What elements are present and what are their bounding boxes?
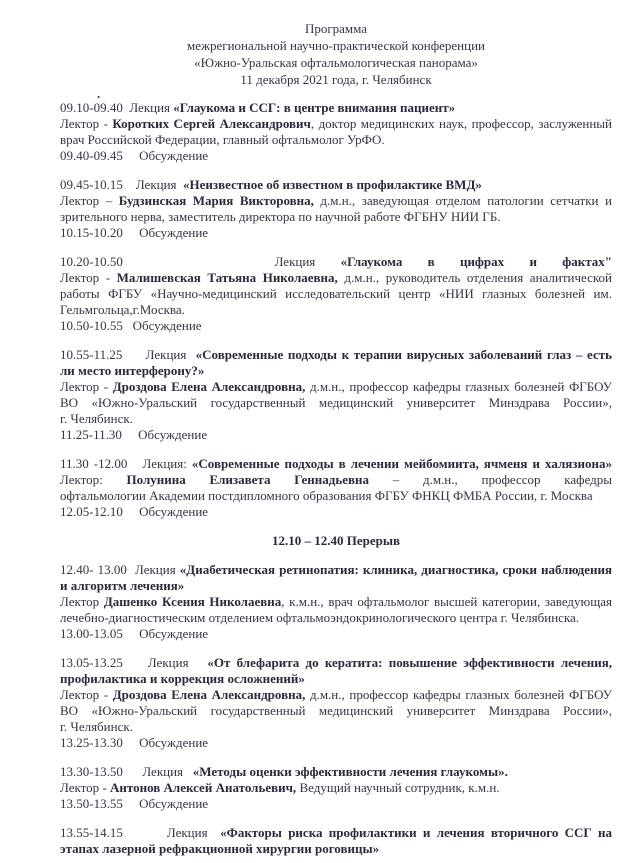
bold-text-segment: «Факторы риска профилактики и лечения вторичного ССГ на xyxy=(220,825,612,840)
program-line xyxy=(60,302,612,318)
document-title-line: «Южно-Уральская офтальмологическая панорама» xyxy=(194,55,478,70)
text-segment: д.м.н., руководитель отделения аналитической xyxy=(337,270,613,285)
text-segment: 11.30 -12.00 Лекция: xyxy=(60,456,192,471)
program-line xyxy=(60,132,612,148)
text-segment: Лектор xyxy=(60,594,104,609)
lecture-1305 xyxy=(60,655,612,751)
program-line xyxy=(60,562,612,578)
text-segment: Ведущий научный сотрудник, к.м.н. xyxy=(296,780,500,795)
text-segment: ВО «Южно-Уральский государственный медицинский университет Минздрава России», xyxy=(60,395,612,410)
bold-text-segment: профилактика и коррекция осложнений» xyxy=(60,671,305,686)
lecture-0910 xyxy=(60,100,612,164)
text-segment: 09.45-10.15 Лекция xyxy=(60,177,184,192)
lecture-1330 xyxy=(60,764,612,812)
lecture-1355 xyxy=(60,825,612,857)
program-line xyxy=(60,780,612,796)
program-line xyxy=(60,687,612,703)
text-segment: – д.м.н., профессор кафедры xyxy=(368,472,613,487)
bold-text-segment: «Неизвестное об известном в профилактике ВМД» xyxy=(183,177,482,192)
lecture-1020 xyxy=(60,254,612,334)
program-line xyxy=(60,411,612,427)
program-line xyxy=(60,177,612,193)
text-segment: 10.20-10.50 Лекция xyxy=(60,254,341,269)
program-line xyxy=(60,209,612,225)
bold-text-segment: Дашенко Ксения Николаевна xyxy=(103,594,282,609)
program-line xyxy=(60,488,612,504)
text-segment: 13.25-13.30 Обсуждение xyxy=(60,735,209,750)
bold-text-segment: этапах лазерной рефракционной хирургии роговицы» xyxy=(60,841,380,856)
text-segment: 12.40- 13.00 Лекция xyxy=(60,562,180,577)
text-segment: 13.30-13.50 Лекция xyxy=(60,764,193,779)
program-body xyxy=(60,100,612,857)
bold-text-segment: Коротких Сергей Александрович xyxy=(112,116,311,131)
text-segment: 13.50-13.55 Обсуждение xyxy=(60,796,209,811)
text-segment: д.м.н., заведующая отделом патологии сетчатки и xyxy=(313,193,613,208)
text-segment: 11.25-11.30 Обсуждение xyxy=(60,427,208,442)
text-segment: 12.05-12.10 Обсуждение xyxy=(60,504,209,519)
text-segment: 09.40-09.45 Обсуждение xyxy=(60,148,209,163)
program-line xyxy=(60,193,612,209)
text-segment: , доктор медицинских наук, профессор, заслуженный xyxy=(310,116,613,131)
text-segment: лечебно-диагностическим отделением офтальмоэндокринологического центра г. Челябинска. xyxy=(60,610,580,625)
program-line xyxy=(60,286,612,302)
program-line xyxy=(60,796,612,812)
lecture-0945 xyxy=(60,177,612,241)
bold-text-segment: Дроздова Елена Александровна, xyxy=(112,687,306,702)
bold-text-segment: «Методы оценки эффективности лечения глаукомы». xyxy=(192,764,508,779)
lecture-1240 xyxy=(60,562,612,642)
program-line xyxy=(60,735,612,751)
program-line xyxy=(60,270,612,286)
bold-text-segment: Полунина Елизавета Геннадьевна xyxy=(126,472,369,487)
program-line xyxy=(60,841,612,857)
bold-text-segment: «От блефарита до кератита: повышение эффективности лечения, xyxy=(207,655,612,670)
bold-text-segment: «Современные подходы к терапии вирусных заболеваний глаз – есть xyxy=(195,347,612,362)
program-line xyxy=(60,225,612,241)
program-line xyxy=(60,395,612,411)
text-segment: 10.50-10.55 Обсуждение xyxy=(60,318,202,333)
text-segment: Лектор - xyxy=(60,116,113,131)
text-segment: 13.05-13.25 Лекция xyxy=(60,655,208,670)
text-segment: Лектор - xyxy=(60,379,113,394)
text-segment: Лектор - xyxy=(60,687,113,702)
program-line xyxy=(60,626,612,642)
bold-text-segment: Антонов Алексей Анатольевич, xyxy=(109,780,297,795)
program-line xyxy=(60,254,612,270)
bold-text-segment: «Глаукома в цифрах и фактах" xyxy=(340,254,612,269)
text-segment: зрительного нерва, заместитель директора по научной работе ФГБНУ НИИ ГБ. xyxy=(60,209,501,224)
bold-text-segment: 12.10 – 12.40 Перерыв xyxy=(271,533,401,548)
document-title-line: Программа xyxy=(304,21,368,36)
program-line xyxy=(60,504,612,520)
program-line xyxy=(60,427,612,443)
lecture-1055 xyxy=(60,347,612,443)
program-line xyxy=(60,363,612,379)
program-line xyxy=(60,347,612,363)
lecture-1130 xyxy=(60,456,612,520)
bold-text-segment: Малишевская Татьяна Николаевна, xyxy=(116,270,338,285)
text-segment: 13.55-14.15 Лекция xyxy=(60,825,221,840)
bold-text-segment: «Глаукома и ССГ: в центре внимания пациент» xyxy=(173,100,456,115)
text-segment: Лектор - xyxy=(60,780,110,795)
program-line xyxy=(60,610,612,626)
program-line xyxy=(60,594,612,610)
program-line xyxy=(60,671,612,687)
text-segment: 09.10-09.40 Лекция xyxy=(60,100,174,115)
break-1210 xyxy=(60,533,612,549)
text-segment: Лектор – xyxy=(60,193,119,208)
bold-text-segment: Будзинская Мария Викторовна, xyxy=(118,193,314,208)
text-segment: 10.15-10.20 Обсуждение xyxy=(60,225,209,240)
bold-text-segment: «Современные подходы в лечении мейбомиита, ячменя и халязиона» xyxy=(191,456,612,471)
program-line xyxy=(60,456,612,472)
program-line xyxy=(60,148,612,164)
document-header xyxy=(60,20,612,88)
text-segment: Лектор - xyxy=(60,270,117,285)
program-line xyxy=(60,764,612,780)
text-segment: , к.м.н., врач офтальмолог высшей категории, заведующая xyxy=(281,594,613,609)
text-segment: Гельмгольца,г.Москва. xyxy=(60,302,185,317)
text-segment: ВО «Южно-Уральский государственный медицинский университет Минздрава России», xyxy=(60,703,612,718)
program-line xyxy=(60,100,612,116)
text-segment: работы ФГБУ «Научно-медицинский исследовательский центр «НИИ глазных болезней им. xyxy=(60,286,612,301)
text-segment: г. Челябинск. xyxy=(60,719,133,734)
program-line xyxy=(60,655,612,671)
program-line xyxy=(60,379,612,395)
program-line xyxy=(60,472,612,488)
program-line xyxy=(60,116,612,132)
bold-text-segment: и алгоритм лечения» xyxy=(60,578,185,593)
text-segment: офтальмологии Академии постдипломного образования ФГБУ ФНКЦ ФМБА России, г. Москва xyxy=(60,488,593,503)
text-segment: д.м.н., профессор кафедры глазных болезней ФГБОУ xyxy=(305,379,613,394)
text-segment: врач Российской Федерации, главный офтальмолог УрФО. xyxy=(60,132,385,147)
bold-text-segment: ли место интерферону?» xyxy=(60,363,205,378)
bold-text-segment: Дроздова Елена Александровна, xyxy=(112,379,306,394)
program-line xyxy=(60,703,612,719)
text-segment: г. Челябинск. xyxy=(60,411,133,426)
stray-mark: . xyxy=(97,86,101,101)
program-line xyxy=(60,533,612,549)
document-title-line: 11 декабря 2021 года, г. Челябинск xyxy=(240,72,432,87)
document-title-line: межрегиональной научно-практической конференции xyxy=(186,38,486,53)
text-segment: д.м.н., профессор кафедры глазных болезней ФГБОУ xyxy=(305,687,613,702)
program-line xyxy=(60,578,612,594)
program-line xyxy=(60,719,612,735)
program-line xyxy=(60,825,612,841)
text-segment: 13.00-13.05 Обсуждение xyxy=(60,626,209,641)
bold-text-segment: «Диабетическая ретинопатия: клиника, диагностика, сроки наблюдения xyxy=(179,562,612,577)
text-segment: 10.55-11.25 Лекция xyxy=(60,347,196,362)
program-line xyxy=(60,318,612,334)
text-segment: Лектор: xyxy=(60,472,127,487)
